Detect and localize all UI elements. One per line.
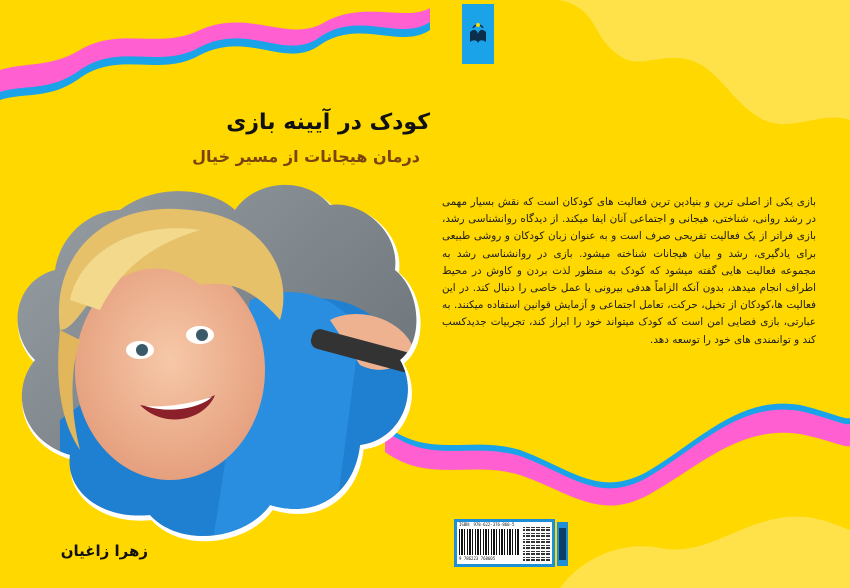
qr-code [523, 525, 550, 561]
publisher-logo [462, 4, 494, 64]
back-cover-blurb: بازی یکی از اصلی ترین و بنیادین ترین فعالیت های کودکان است که نقش بسیار مهمی در رشد روانی، شناختی، هیجانی و اجتماعی آنان ایفا میکند. از دیدگاه روانشناسی رشد، بازی فراتر از یک فعالیت تفریحی صرف است و به عنوان زبان کودکان و روشی طبیعی برای یادگیری، رشد و بیان هیجانات شناخته میشود. بازی در روانشناسی رشد به مجموعه فعالیت هایی گفته میشود که کودک به منظور لذت بردن و کاوش در محیط اطراف انجام میدهد، بدون آنکه الزاماً هدفی بیرونی یا عمل خاصی را دنبال کند. در این فعالیت ها،کودکان از تخیل، حرکت، تعامل اجتماعی و آزمایش قوانین استفاده میکنند. به عبارتی، بازی فضایی امن است که کودک میتواند خود را ابراز کند، تجربیات جدیدکسب کند و توانمندی های خود را توسعه دهد. [442, 196, 816, 346]
smiling-child-photo [0, 170, 430, 560]
barcode-panel [457, 522, 552, 564]
book-logo-icon [462, 4, 494, 64]
author-name: زهرا زاغیان [60, 542, 148, 560]
barcode-bars [459, 529, 519, 555]
publisher-tag [557, 522, 568, 566]
isbn-label: ISBN: 978-622-376-860-5 [459, 522, 515, 527]
barcode-digits: 9 786223 768605 [459, 556, 496, 561]
book-title: کودک در آیینه بازی [226, 110, 430, 135]
book-subtitle: درمان هیجانات از مسیر خیال [192, 147, 420, 166]
isbn-barcode [454, 519, 555, 567]
